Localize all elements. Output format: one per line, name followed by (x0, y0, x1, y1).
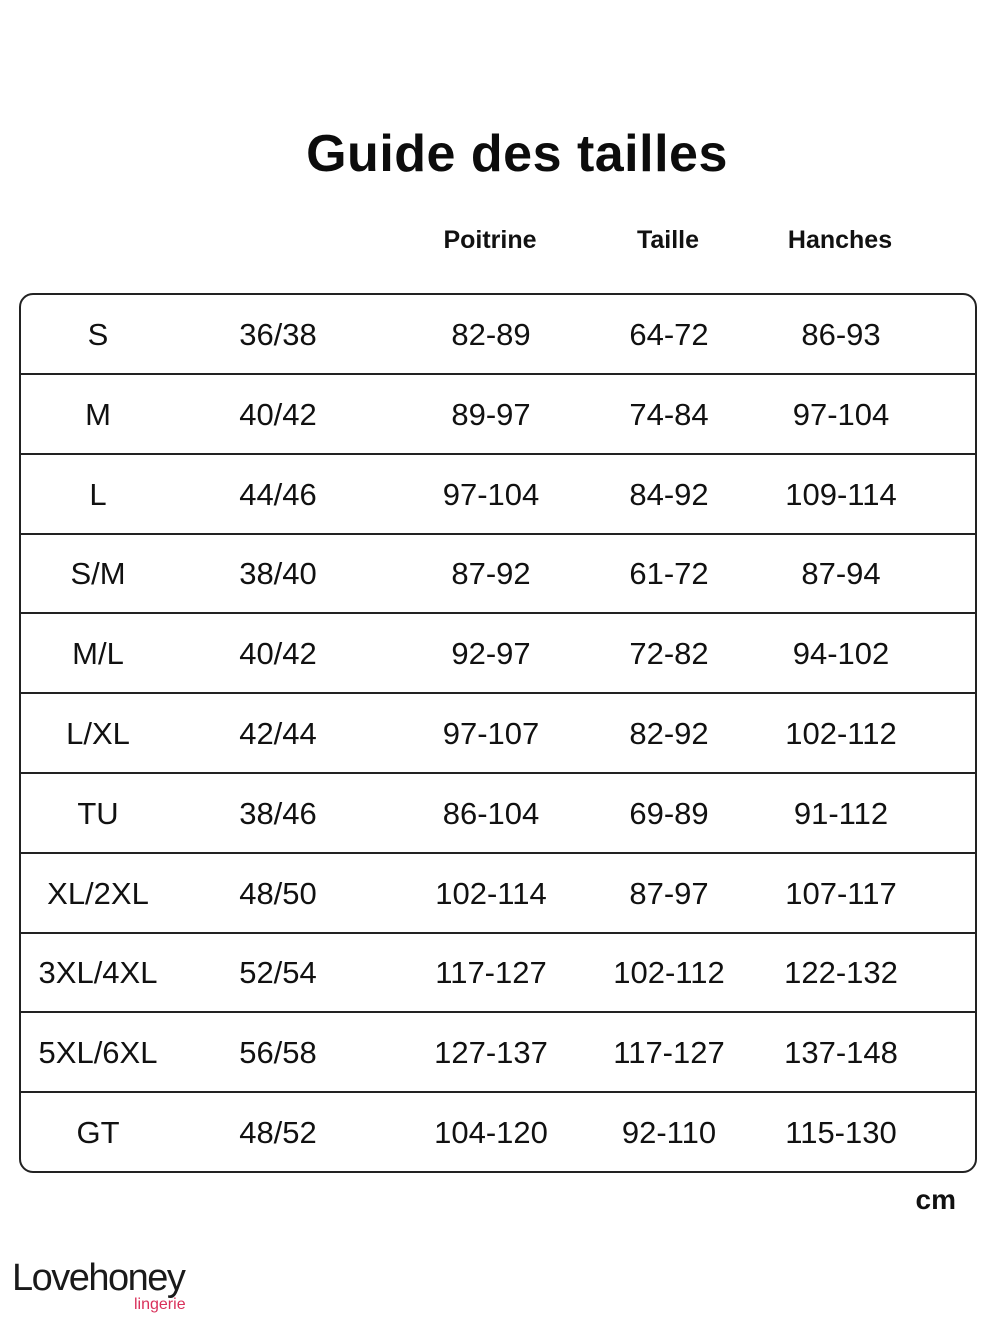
poitrine-cell: 127-137 (434, 1035, 548, 1071)
poitrine-cell: 102-114 (435, 875, 547, 911)
poitrine-cell: 97-104 (442, 476, 540, 512)
table-row (21, 1013, 975, 1093)
eu-size-cell: 40/42 (239, 636, 317, 672)
table-row (21, 375, 975, 455)
size-cell: TU (77, 795, 119, 831)
poitrine-cell: 97-107 (442, 716, 540, 751)
hanches-cell: 97-104 (792, 396, 890, 432)
page-title: Guide des tailles (306, 125, 728, 183)
poitrine-cell: 89-97 (451, 396, 531, 432)
eu-size-cell: 36/38 (239, 317, 317, 352)
taille-cell: 82-92 (629, 716, 709, 751)
eu-size-cell: 40/42 (239, 396, 317, 432)
taille-cell: 84-92 (629, 476, 709, 512)
poitrine-cell: 104-120 (434, 1115, 548, 1150)
eu-size-cell: 48/50 (239, 875, 317, 911)
eu-size-cell: 48/52 (239, 1115, 317, 1150)
size-cell: S/M (70, 556, 126, 592)
taille-cell: 92-110 (621, 1115, 717, 1150)
table-row (21, 614, 975, 694)
table-row (21, 933, 975, 1013)
size-cell: M/L (72, 636, 124, 672)
header-hanches: Hanches (787, 226, 893, 254)
table-row (21, 295, 975, 375)
taille-cell: 117-127 (613, 1035, 725, 1071)
poitrine-cell: 87-92 (451, 556, 531, 592)
poitrine-cell: 117-127 (435, 955, 547, 991)
table-row (21, 774, 975, 854)
eu-size-cell: 52/54 (239, 955, 317, 991)
size-cell: L/XL (66, 716, 130, 751)
table-row (21, 694, 975, 774)
hanches-cell: 94-102 (792, 636, 890, 672)
taille-cell: 72-82 (629, 636, 709, 672)
eu-size-cell: 44/46 (239, 476, 317, 512)
eu-size-cell: 42/44 (239, 716, 317, 751)
hanches-cell: 91-112 (793, 795, 889, 831)
hanches-cell: 122-132 (784, 955, 898, 991)
logo-wordmark: Lovehoney (12, 1257, 185, 1299)
hanches-cell: 87-94 (801, 556, 881, 592)
taille-cell: 87-97 (629, 875, 709, 911)
size-cell: 3XL/4XL (38, 955, 158, 991)
eu-size-cell: 38/46 (239, 795, 317, 831)
hanches-cell: 102-112 (785, 716, 897, 751)
table-row (21, 1093, 975, 1173)
taille-cell: 61-72 (629, 556, 709, 592)
unit-label: cm (915, 1184, 956, 1215)
taille-cell: 69-89 (629, 795, 709, 831)
taille-cell: 74-84 (629, 396, 709, 432)
poitrine-cell: 86-104 (442, 795, 540, 831)
eu-size-cell: 56/58 (239, 1035, 317, 1071)
size-cell: 5XL/6XL (38, 1035, 158, 1071)
table-row (21, 534, 975, 614)
size-cell: M (85, 396, 111, 432)
hanches-cell: 115-130 (785, 1115, 897, 1150)
taille-cell: 64-72 (629, 317, 709, 352)
brand-logo (12, 1258, 232, 1318)
header-poitrine: Poitrine (443, 226, 537, 254)
header-taille: Taille (636, 226, 700, 254)
table-row (21, 455, 975, 535)
size-cell: L (89, 476, 107, 512)
taille-cell: 102-112 (613, 955, 725, 991)
hanches-cell: 86-93 (801, 317, 881, 352)
hanches-cell: 107-117 (785, 875, 897, 911)
size-cell: GT (76, 1115, 120, 1150)
logo-subtitle: lingerie (134, 1296, 186, 1313)
size-table (19, 293, 977, 1173)
table-row (21, 854, 975, 934)
poitrine-cell: 82-89 (451, 317, 531, 352)
poitrine-cell: 92-97 (451, 636, 531, 672)
size-cell: XL/2XL (47, 875, 149, 911)
eu-size-cell: 38/40 (239, 556, 317, 592)
hanches-cell: 137-148 (784, 1035, 898, 1071)
size-cell: S (87, 317, 109, 352)
hanches-cell: 109-114 (785, 476, 897, 512)
